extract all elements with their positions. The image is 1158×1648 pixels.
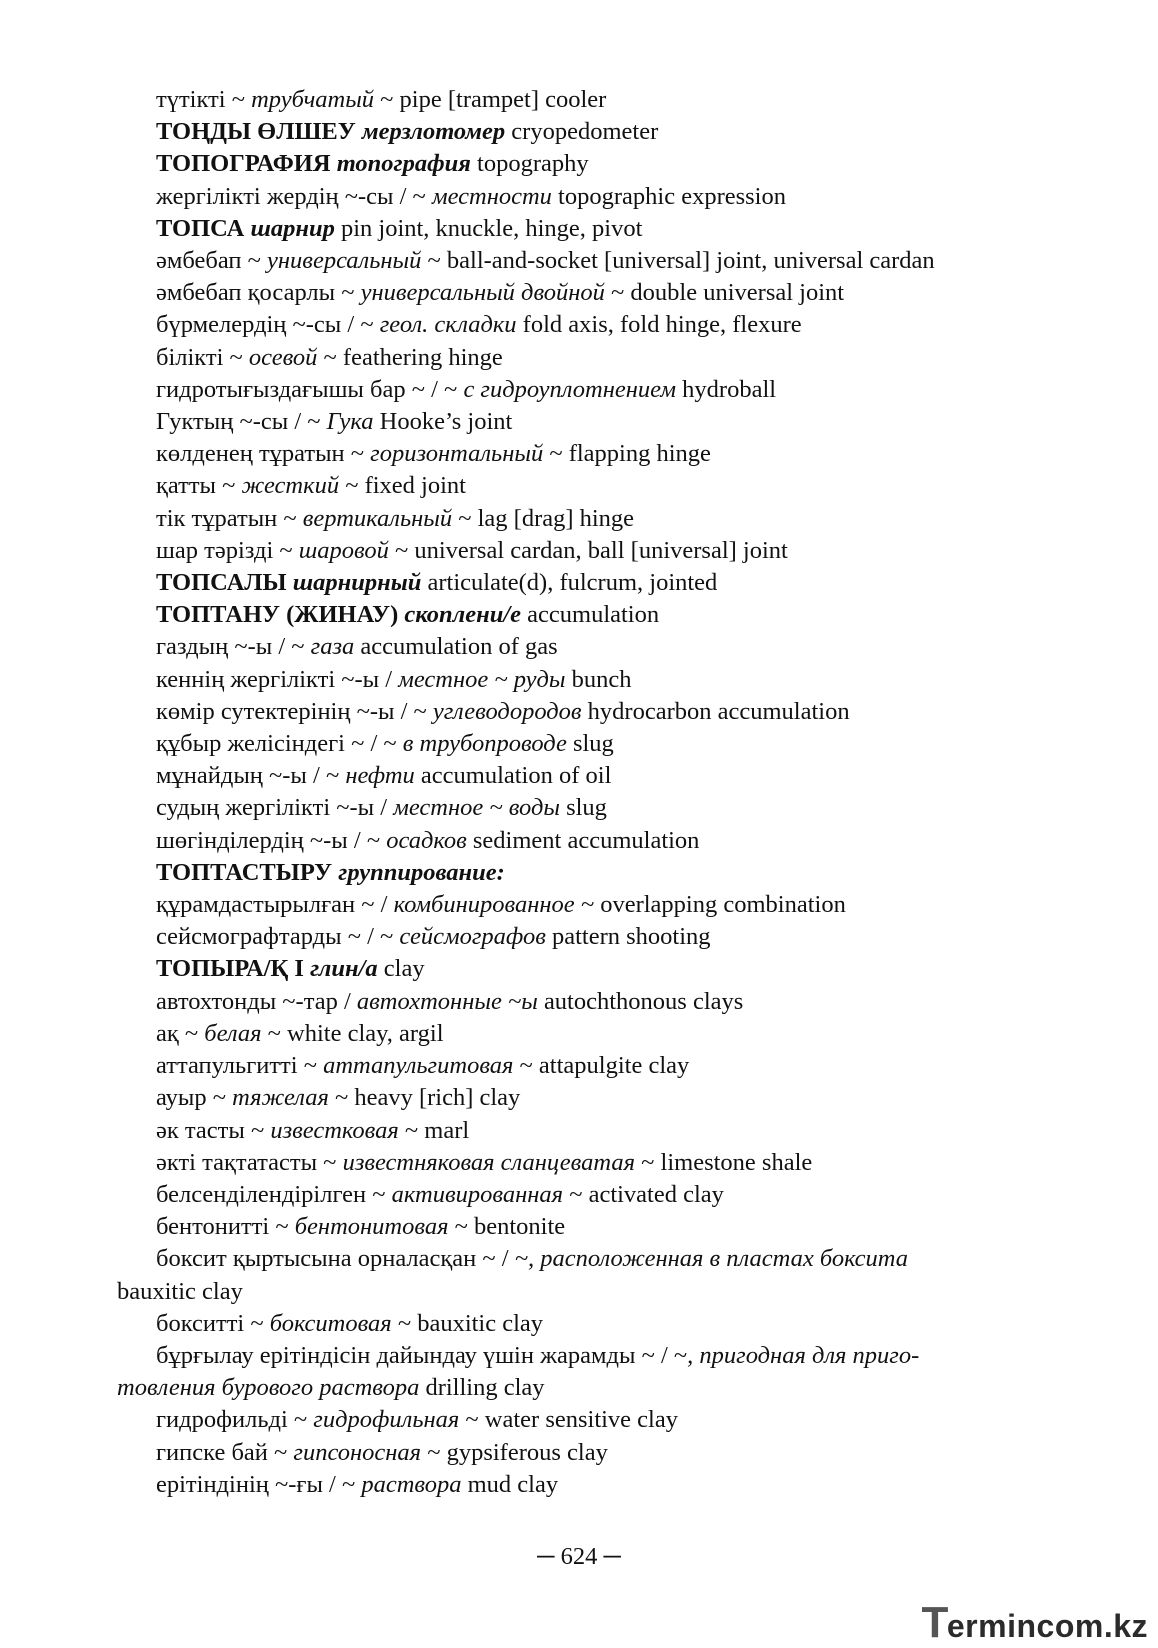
russian-term: осадков <box>386 826 467 854</box>
entry-text: әкті тақтатасты ~ <box>156 1148 343 1176</box>
russian-term: газа <box>310 633 355 661</box>
termincom-watermark-logo <box>921 1598 1148 1648</box>
entry-text: ~ white clay, argil <box>261 1019 444 1047</box>
dictionary-page-text <box>117 84 1013 1501</box>
dictionary-entry-line <box>117 1469 1013 1501</box>
dictionary-entry-line <box>117 1243 1013 1307</box>
dictionary-entry-line <box>117 116 1013 148</box>
dictionary-entry-line <box>117 1340 1013 1404</box>
entry-text: clay <box>377 955 425 983</box>
russian-term: автохтонные ~ы <box>356 987 538 1015</box>
entry-text: шар тәрізді ~ <box>156 536 299 564</box>
russian-term: универсальный двойной <box>360 279 605 307</box>
entry-text: тік тұратын ~ <box>156 504 303 532</box>
dictionary-entry-line <box>117 986 1013 1018</box>
headword: ТОПЫРА/Қ I <box>156 955 304 983</box>
entry-text: bunch <box>565 665 632 693</box>
entry-text: судың жергілікті ~-ы / <box>156 794 394 822</box>
entry-text: мұнайдың ~-ы / ~ <box>156 762 346 790</box>
dictionary-entry-line <box>117 599 1013 631</box>
russian-term: аттапульгитовая <box>323 1052 514 1080</box>
entry-text: бүрмелердің ~-сы / ~ <box>156 311 380 339</box>
russian-term: с гидроуплотнением <box>463 375 677 403</box>
entry-text: Гуктың ~-сы / ~ <box>156 408 327 436</box>
entry-text: газдың ~-ы / ~ <box>156 633 311 661</box>
entry-text: ~ marl <box>398 1116 470 1144</box>
russian-term: ~, расположенная в пластах боксита <box>514 1245 909 1273</box>
entry-text: кеннің жергілікті ~-ы / <box>156 665 399 693</box>
entry-text: аттапульгитті ~ <box>156 1052 324 1080</box>
entry-text: pin joint, knuckle, hinge, pivot <box>334 214 643 242</box>
entry-text: Hooke’s joint <box>373 408 513 436</box>
entry-text: шөгінділердің ~-ы / ~ <box>156 826 387 854</box>
russian-headword-term: скоплени/е <box>404 601 522 629</box>
entry-text: drilling clay <box>419 1374 545 1402</box>
russian-term: шаровой <box>298 536 389 564</box>
russian-headword-term: топография <box>336 150 471 178</box>
dictionary-entry-line <box>117 1437 1013 1469</box>
entry-text: topographic expression <box>551 182 786 210</box>
watermark-text: ermincom.kz <box>946 1608 1148 1644</box>
russian-term: местности <box>431 182 552 210</box>
entry-text: overlapping combination <box>594 891 846 919</box>
entry-text: ~ pipe [trampet] cooler <box>374 86 607 113</box>
dictionary-entry-line <box>117 535 1013 567</box>
dictionary-entry-line <box>117 438 1013 470</box>
entry-text: ~ water sensitive clay <box>459 1406 678 1434</box>
entry-text: slug <box>566 730 614 758</box>
dictionary-entry-line <box>117 1018 1013 1050</box>
russian-term: местное ~ воды <box>393 794 560 822</box>
entry-text: гидротығыздағышы бар ~ / ~ <box>156 375 464 403</box>
headword: ТОПТАСТЫРУ <box>156 858 333 886</box>
headword: ТОПОГРАФИЯ <box>156 150 331 178</box>
entry-text: ~ attapulgite clay <box>513 1052 690 1080</box>
entry-text: ~ universal cardan, ball [universal] joint <box>388 536 788 564</box>
entry-text: әмбебап қосарлы ~ <box>156 279 361 307</box>
entry-text: әк тасты ~ <box>156 1116 271 1144</box>
dictionary-entry-line <box>117 84 1013 116</box>
dictionary-entry-line <box>117 889 1013 921</box>
russian-term: жесткий <box>241 472 340 500</box>
entry-text: ауыр ~ <box>156 1084 233 1112</box>
russian-headword-term: шарнир <box>250 214 335 242</box>
dictionary-entry-line <box>117 213 1013 245</box>
entry-text: bauxitic clay <box>117 1277 243 1305</box>
dictionary-entry-line <box>117 148 1013 180</box>
dictionary-entry-line <box>117 181 1013 213</box>
entry-text: түтікті ~ <box>156 86 252 113</box>
russian-term: тяжелая <box>232 1084 329 1112</box>
entry-text: көлденең тұратын ~ <box>156 440 371 468</box>
entry-text: sediment accumulation <box>466 826 700 854</box>
entry-text: hydroball <box>676 375 777 403</box>
russian-term: , пригодная для приго- <box>687 1341 920 1369</box>
dictionary-entry-line <box>117 1082 1013 1114</box>
dictionary-entry-line <box>117 1115 1013 1147</box>
russian-term: нефти <box>345 762 415 790</box>
dictionary-entry-line <box>117 1050 1013 1082</box>
dictionary-entry-line <box>117 277 1013 309</box>
dictionary-entry-line <box>117 374 1013 406</box>
entry-text: ~ limestone shale <box>635 1148 813 1176</box>
entry-text: ~ activated clay <box>563 1180 724 1208</box>
dictionary-entry-line <box>117 406 1013 438</box>
entry-text: accumulation of gas <box>354 633 558 661</box>
dictionary-entry-line <box>117 792 1013 824</box>
entry-text: articulate(d), fulcrum, jointed <box>421 569 718 597</box>
russian-term: осевой <box>248 343 318 371</box>
entry-text: autochthonous clays <box>537 987 744 1015</box>
russian-term: трубчатый <box>251 86 375 113</box>
russian-term: углеводородов <box>432 697 582 725</box>
russian-headword-term: шарнирный <box>292 569 422 597</box>
dictionary-entry-line <box>117 1308 1013 1340</box>
entry-text: құбыр желісіндегі ~ / ~ <box>156 730 403 758</box>
dictionary-entry-line <box>117 567 1013 599</box>
dictionary-entry-line <box>117 696 1013 728</box>
dictionary-entry-line <box>117 1211 1013 1243</box>
dictionary-entry-line <box>117 470 1013 502</box>
entry-text: ~ gypsiferous clay <box>421 1438 608 1466</box>
entry-text: ~ bauxitic clay <box>391 1309 544 1337</box>
entry-text: ~ double universal joint <box>604 279 845 307</box>
dictionary-entry-line <box>117 342 1013 374</box>
dictionary-entry-line <box>117 825 1013 857</box>
entry-text: accumulation <box>521 601 660 629</box>
headword: ТОПТАНУ (ЖИНАУ) <box>156 601 399 629</box>
entry-text: cryopedometer <box>505 118 659 146</box>
entry-text: ~ flapping hinge <box>543 440 711 468</box>
entry-text: бентонитті ~ <box>156 1213 295 1241</box>
entry-text: құрамдастырылған ~ / <box>156 891 394 919</box>
entry-text: ~ bentonite <box>448 1213 566 1241</box>
entry-text: гидрофильді ~ <box>156 1406 314 1434</box>
entry-text: көмір сутектерінің ~-ы / ~ <box>156 697 433 725</box>
headword: ТОПСАЛЫ <box>156 569 287 597</box>
russian-term: бокситовая <box>269 1309 392 1337</box>
dictionary-entry-line <box>117 664 1013 696</box>
dictionary-entry-line <box>117 953 1013 985</box>
entry-text: ~ feathering hinge <box>317 343 503 371</box>
russian-headword-term: глин/а <box>310 955 378 983</box>
russian-term: Гука <box>326 408 374 436</box>
entry-text: ~ heavy [rich] clay <box>328 1084 521 1112</box>
entry-text: сейсмографтарды ~ / ~ <box>156 923 400 951</box>
entry-text: hydrocarbon accumulation <box>581 697 850 725</box>
russian-term: вертикальный <box>302 504 453 532</box>
dictionary-entry-line <box>117 631 1013 663</box>
dictionary-entry-line <box>117 1179 1013 1211</box>
russian-term: известняковая сланцеватая <box>342 1148 636 1176</box>
russian-term: активированная <box>391 1180 564 1208</box>
entry-text: белсенділендірілген ~ <box>156 1180 392 1208</box>
watermark-initial: T <box>921 1598 949 1647</box>
dictionary-entry-line <box>117 728 1013 760</box>
dictionary-entry-line <box>117 1404 1013 1436</box>
entry-text: accumulation of oil <box>414 762 612 790</box>
russian-headword-term: группирование: <box>338 858 505 886</box>
russian-term: гипсоносная <box>293 1438 422 1466</box>
entry-text: қатты ~ <box>156 472 242 500</box>
russian-term: геол. складки <box>379 311 517 339</box>
entry-text: бұрғылау ерітіндісін дайындау үшін жарамды ~ / ~ <box>156 1341 688 1369</box>
russian-term: в трубопроводе <box>402 730 567 758</box>
entry-text: боксит қыртысына орналасқан ~ / <box>156 1245 515 1273</box>
dictionary-entry-line <box>117 503 1013 535</box>
russian-term: комбинированное ~ <box>393 891 595 919</box>
russian-term: местное ~ руды <box>398 665 566 693</box>
entry-text: автохтонды ~-тар / <box>156 987 357 1015</box>
russian-term: товления бурового раствора <box>117 1374 420 1402</box>
headword: ТОҢДЫ ӨЛШЕУ <box>156 118 356 146</box>
entry-text: жергілікті жердің ~-сы / ~ <box>156 182 432 210</box>
entry-text: ерітіндінің ~-ғы / ~ <box>156 1470 362 1498</box>
entry-text: pattern shooting <box>545 923 711 951</box>
russian-term: сейсмографов <box>399 923 546 951</box>
entry-text: әмбебап ~ <box>156 247 268 275</box>
entry-text: білікті ~ <box>156 343 249 371</box>
headword: ТОПСА <box>156 214 245 242</box>
dictionary-entry-line <box>117 1147 1013 1179</box>
dictionary-entry-line <box>117 245 1013 277</box>
russian-term: универсальный <box>267 247 422 275</box>
russian-term: гидрофильная <box>313 1406 460 1434</box>
russian-term: известковая <box>270 1116 399 1144</box>
dictionary-entry-line <box>117 309 1013 341</box>
russian-term: белая <box>204 1019 262 1047</box>
page-number: ─ 624 ─ <box>537 1543 621 1570</box>
entry-text: бокситті ~ <box>156 1309 270 1337</box>
entry-text: ~ fixed joint <box>339 472 466 500</box>
entry-text: fold axis, fold hinge, flexure <box>516 311 802 339</box>
russian-term: раствора <box>361 1470 462 1498</box>
entry-text: ақ ~ <box>156 1019 205 1047</box>
entry-text: ~ lag [drag] hinge <box>452 504 635 532</box>
entry-text: ~ ball-and-socket [universal] joint, universal cardan <box>421 247 935 275</box>
entry-text: slug <box>559 794 607 822</box>
dictionary-entry-line <box>117 760 1013 792</box>
entry-text: mud clay <box>461 1470 559 1498</box>
entry-text: гипске бай ~ <box>156 1438 294 1466</box>
entry-text: topography <box>470 150 589 178</box>
russian-term: бентонитовая <box>294 1213 449 1241</box>
dictionary-entry-line <box>117 921 1013 953</box>
dictionary-entry-line <box>117 857 1013 889</box>
russian-term: горизонтальный <box>370 440 544 468</box>
russian-headword-term: мерзлотомер <box>361 118 506 146</box>
